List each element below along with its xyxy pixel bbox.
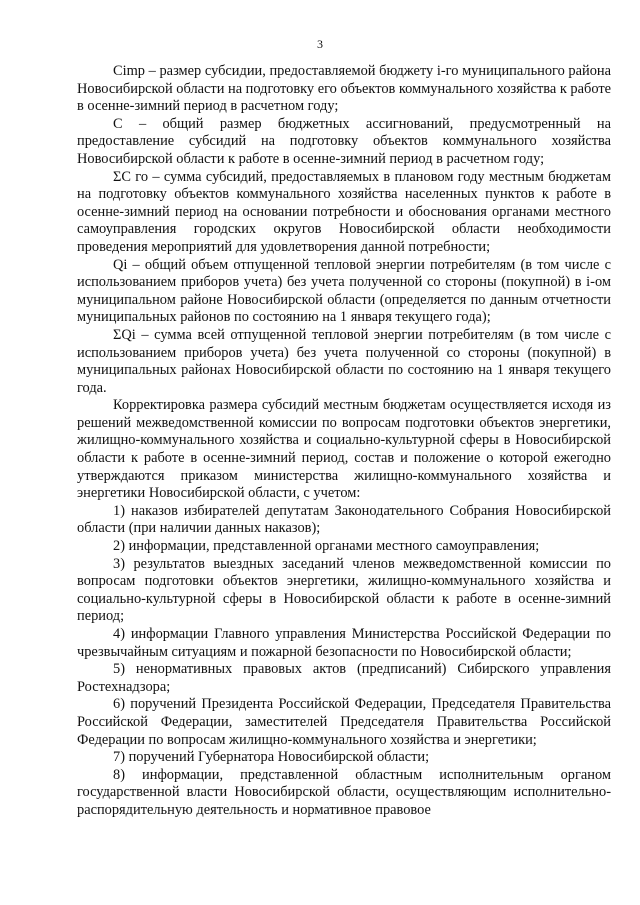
paragraph: Qi – общий объем отпущенной тепловой энергии потребителям (в том числе с использованием приборов учета) без учета полученной со стороны (покупной) в i-ом муниципальном районе Новосибирской области (определяется по данным отчетности муниципальных районов по состоянию на 1 января текущего года);	[77, 256, 611, 326]
list-item: 6) поручений Президента Российской Федерации, Председателя Правительства Российской Федерации, заместителей Председателя Правительства Российской Федерации по вопросам жилищно-коммунального хозяйства и энергетики;	[77, 696, 611, 748]
paragraph: Cimp – размер субсидии, предоставляемой бюджету i-го муниципального района Новосибирской области на подготовку его объектов коммунального хозяйства к работе в осенне-зимний период в расчетном году;	[77, 63, 611, 115]
page-number: 3	[317, 37, 323, 51]
paragraph: ΣC го – сумма субсидий, предоставляемых в плановом году местным бюджетам на подготовку объектов коммунального хозяйства населенных пунктов к работе в осенне-зимний период на основании потребности и обоснования органами местного самоуправления городских округов Новосибирской области необходимости проведения мероприятий для удовлетворения данной потребности;	[77, 168, 611, 255]
paragraph: C – общий размер бюджетных ассигнований, предусмотренный на предоставление субсидий на подготовку объектов коммунального хозяйства Новосибирской области к работе в осенне-зимний период в расчетном году;	[77, 115, 611, 167]
list-item: 3) результатов выездных заседаний членов межведомственной комиссии по вопросам подготовки объектов энергетики, жилищно-коммунального хозяйства и социально-культурной сферы в Новосибирской области к работе в осенне-зимний период;	[77, 555, 611, 625]
list-item: 7) поручений Губернатора Новосибирской области;	[113, 749, 430, 766]
list-item: 8) информации, представленной областным исполнительным органом государственной власти Новосибирской области, осуществляющим исполнительно-распорядительную деятельность и нормативное правовое	[77, 766, 611, 818]
paragraph: Корректировка размера субсидий местным бюджетам осуществляется исходя из решений межведомственной комиссии по вопросам подготовки объектов энергетики, жилищно-коммунального хозяйства и социально-культурной сферы в Новосибирской области к работе в осенне-зимний период, состав и положение о которой ежегодно утверждаются приказом министерства жилищно-коммунального хозяйства и энергетики Новосибирской области, с учетом:	[77, 397, 611, 502]
list-item: 4) информации Главного управления Министерства Российской Федерации по чрезвычайным ситуациям и пожарной безопасности по Новосибирской области;	[77, 626, 611, 660]
paragraph: ΣQi – сумма всей отпущенной тепловой энергии потребителям (в том числе с использованием приборов учета) без учета полученной со стороны (покупной) в муниципальных районах Новосибирской области по состоянию на 1 января текущего года.	[77, 326, 611, 396]
list-item: 5) ненормативных правовых актов (предписаний) Сибирского управления Ростехнадзора;	[77, 661, 611, 695]
list-item: 2) информации, представленной органами местного самоуправления;	[113, 538, 540, 555]
list-item: 1) наказов избирателей депутатам Законодательного Собрания Новосибирской области (при наличии данных наказов);	[77, 502, 611, 537]
document-body	[77, 63, 611, 820]
